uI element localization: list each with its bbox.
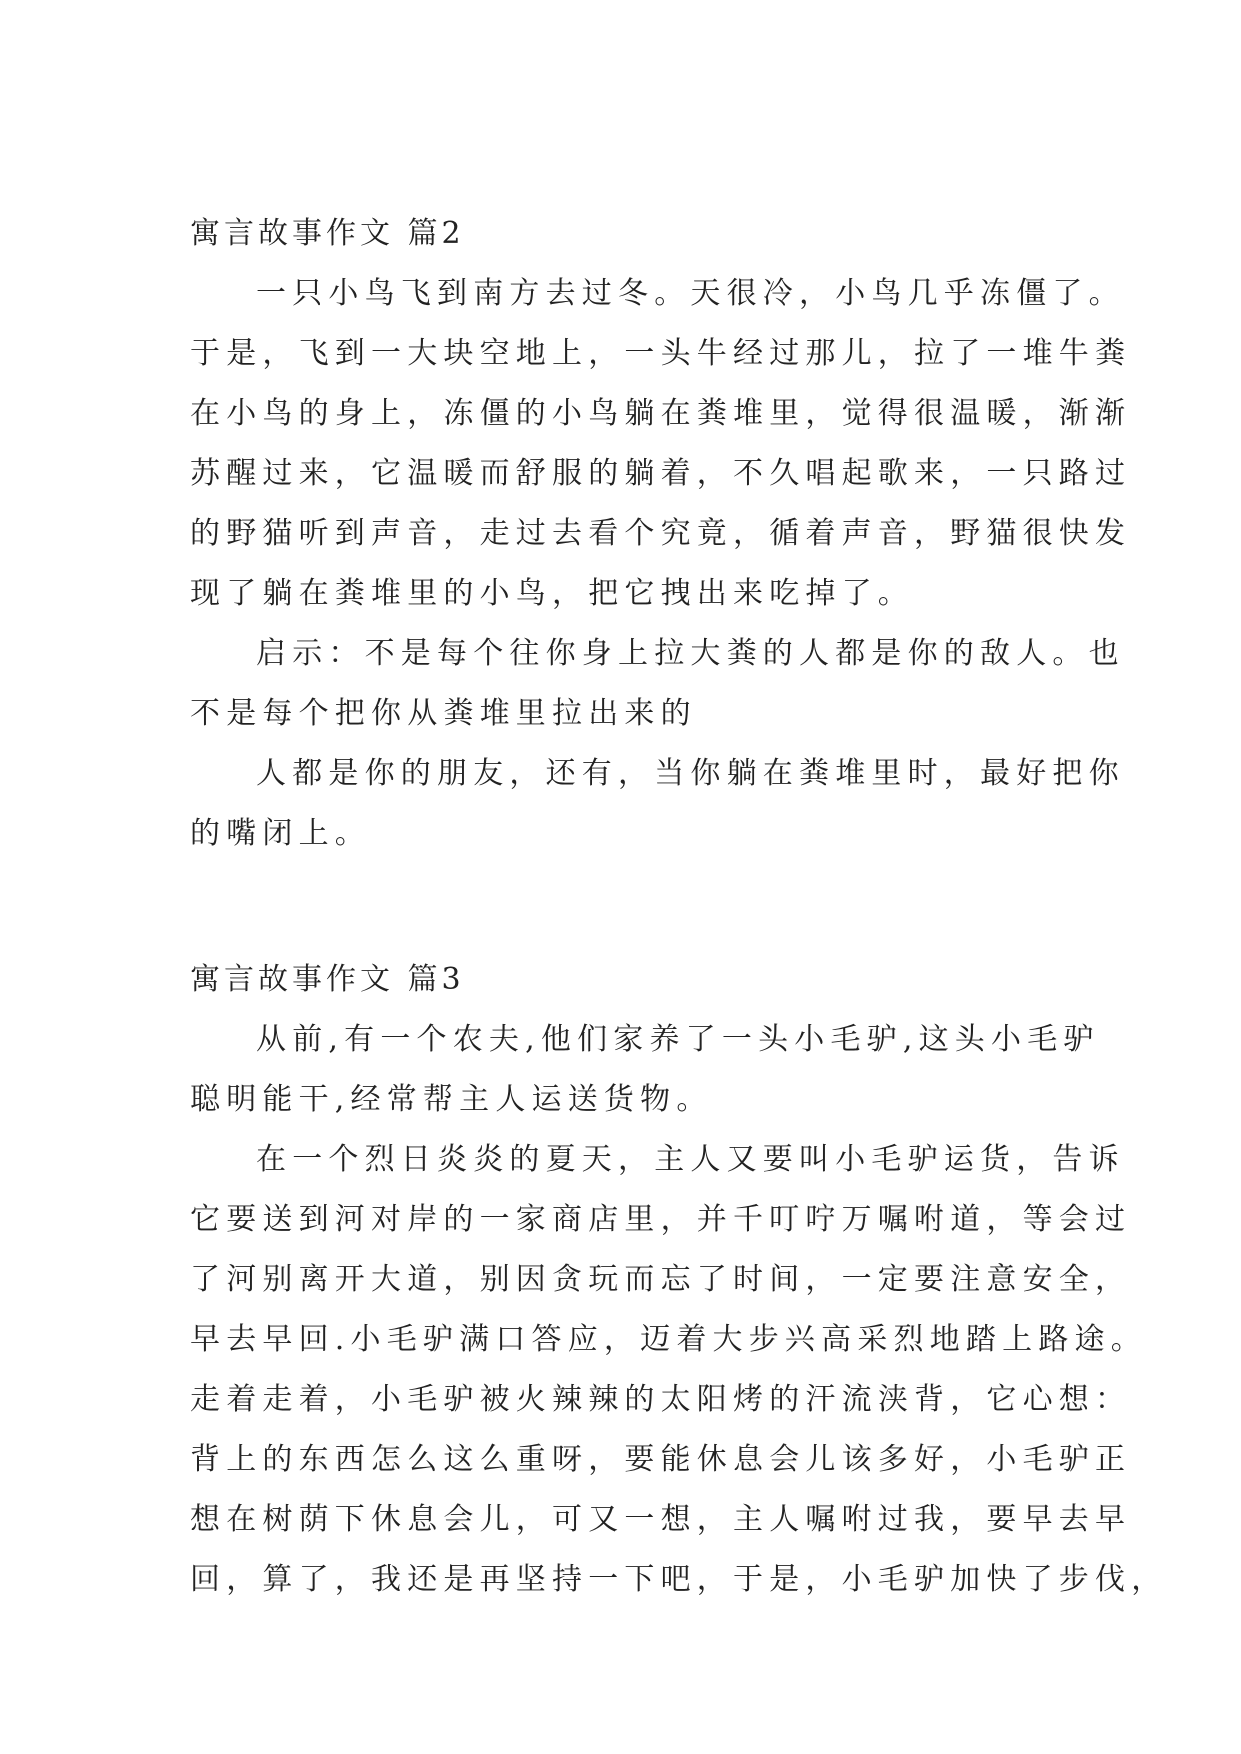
section-heading: 寓言故事作文 篇2 [190,216,465,251]
paragraph-line: 的嘴闭上。 [190,816,371,851]
paragraph-line: 它要送到河对岸的一家商店里，并千叮咛万嘱咐道，等会过 [190,1202,1132,1237]
section-heading: 寓言故事作文 篇3 [190,962,465,997]
paragraph-line: 启示：不是每个往你身上拉大粪的人都是你的敌人。也 [256,636,1125,671]
paragraph-line: 走着走着，小毛驴被火辣辣的太阳烤的汗流浃背，它心想： [190,1382,1132,1417]
spacer [190,1000,1090,1020]
paragraph-line: 不是每个把你从粪堆里拉出来的 [190,696,697,731]
paragraph-line: 回，算了，我还是再坚持一下吧，于是，小毛驴加快了步伐， [190,1562,1168,1597]
document-body [190,214,1168,1620]
section-1 [190,214,1132,874]
spacer [190,254,1090,274]
section-2 [190,960,1168,1620]
paragraph-line: 聪明能干,经常帮主人运送货物。 [190,1082,713,1117]
paragraph-line: 想在树荫下休息会儿，可又一想，主人嘱咐过我，要早去早 [190,1502,1132,1537]
paragraph-line: 于是，飞到一大块空地上，一头牛经过那儿，拉了一堆牛粪 [190,336,1132,371]
paragraph-line: 背上的东西怎么这么重呀，要能休息会儿该多好，小毛驴正 [190,1442,1132,1477]
paragraph-line: 人都是你的朋友，还有，当你躺在粪堆里时，最好把你 [256,756,1125,791]
paragraph-line: 在一个烈日炎炎的夏天，主人又要叫小毛驴运货，告诉 [256,1142,1125,1177]
paragraph-line: 在小鸟的身上，冻僵的小鸟躺在粪堆里，觉得很温暖，渐渐 [190,396,1132,431]
paragraph-line: 的野猫听到声音，走过去看个究竟，循着声音，野猫很快发 [190,516,1132,551]
paragraph-line: 了河别离开大道，别因贪玩而忘了时间，一定要注意安全， [190,1262,1132,1297]
paragraph-line: 早去早回.小毛驴满口答应，迈着大步兴高采烈地踏上路途。 [190,1322,1147,1357]
paragraph-line: 从前,有一个农夫,他们家养了一头小毛驴,这头小毛驴 [256,1022,1100,1057]
paragraph-line: 一只小鸟飞到南方去过冬。天很冷，小鸟几乎冻僵了。 [256,276,1125,311]
section-divider [190,874,1090,960]
paragraph-line: 苏醒过来，它温暖而舒服的躺着，不久唱起歌来，一只路过 [190,456,1132,491]
paragraph-line: 现了躺在粪堆里的小鸟，把它拽出来吃掉了。 [190,576,914,611]
